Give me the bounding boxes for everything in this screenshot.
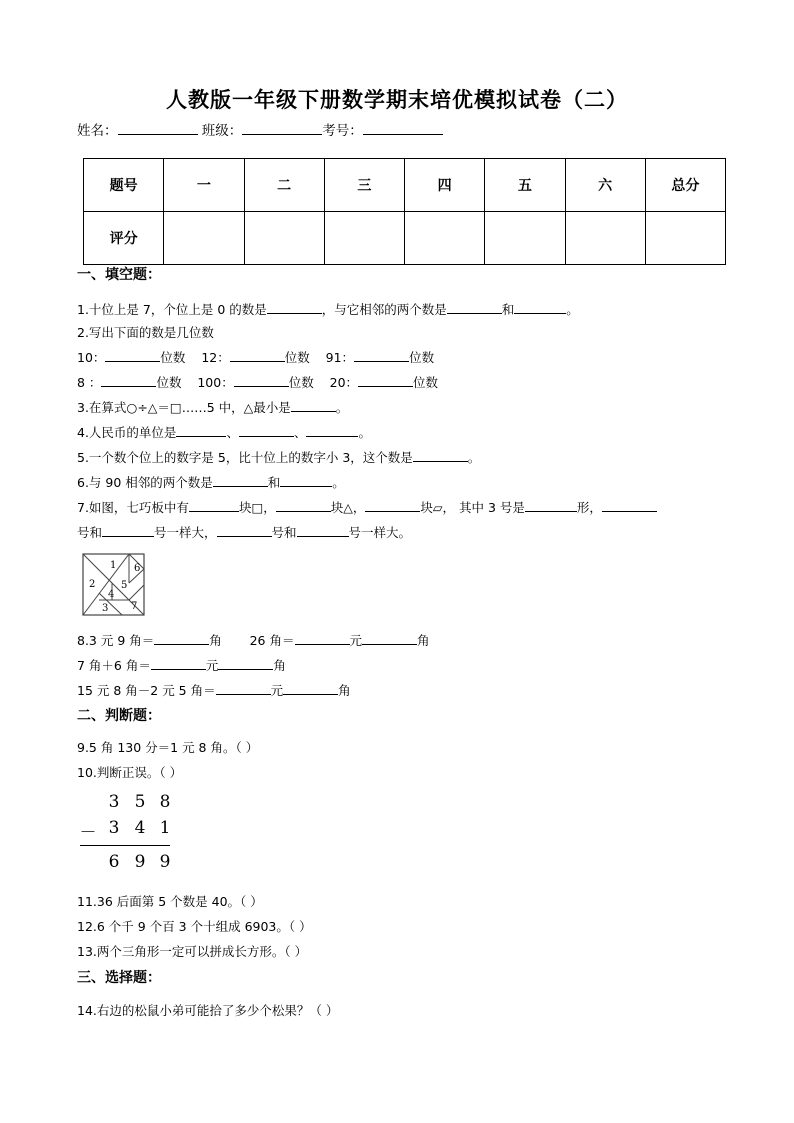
q7-text: 形， — [576, 500, 602, 515]
q2-unit: 位数 — [284, 350, 310, 365]
q1-text-a: 1.十位上是 7，个位上是 0 的数是 — [77, 302, 267, 317]
question-3 — [77, 397, 348, 416]
question-2-title: 2.写出下面的数是几位数 — [77, 325, 214, 340]
score-table — [83, 158, 726, 265]
q2-unit: 位数 — [409, 350, 435, 365]
class-label: 班级： — [201, 123, 243, 139]
q7-text: 号和 — [271, 525, 297, 540]
q3-text-end: 。 — [335, 400, 349, 415]
calc-digit: 9 — [159, 852, 171, 872]
score-header-cell: 题号 — [84, 159, 164, 212]
q1-blank-3[interactable] — [514, 299, 566, 314]
calc-row-result — [80, 852, 176, 880]
question-7-line-1 — [77, 497, 657, 516]
score-header-cell: 三 — [324, 159, 404, 212]
q2-blank[interactable] — [230, 347, 285, 362]
q2-blank[interactable] — [105, 347, 160, 362]
q5-text: 5.一个数个位上的数字是 5，比十位上的数字小 3，这个数是 — [77, 450, 413, 465]
q8-blank[interactable] — [362, 630, 417, 645]
q8-unit: 元 — [205, 658, 219, 673]
vertical-subtraction — [80, 790, 176, 874]
calc-digit: 8 — [159, 792, 171, 812]
q2-num: 12： — [201, 350, 230, 365]
q2-blank[interactable] — [358, 372, 413, 387]
q2-unit: 位数 — [413, 375, 439, 390]
section-heading-fill-in: 一、填空题： — [77, 267, 161, 283]
q8-blank[interactable] — [283, 680, 338, 695]
q7-text: 7.如图，七巧板中有 — [77, 500, 189, 515]
q6-blank[interactable] — [280, 472, 332, 487]
q8-text: 15 元 8 角－2 元 5 角＝ — [77, 683, 216, 698]
calc-digit: 6 — [108, 852, 120, 872]
q2-num: 100： — [197, 375, 234, 390]
q2-unit: 位数 — [288, 375, 314, 390]
name-blank[interactable] — [118, 120, 198, 135]
question-10: 10.判断正误。（ ） — [77, 765, 183, 780]
score-cell[interactable] — [405, 212, 485, 265]
page-title: 人教版一年级下册数学期末培优模拟试卷（二） — [166, 88, 628, 112]
score-cell[interactable] — [244, 212, 324, 265]
q2-blank[interactable] — [101, 372, 156, 387]
q7-blank[interactable] — [365, 497, 420, 512]
question-12: 12.6 个千 9 个百 3 个十组成 6903。（ ） — [77, 919, 312, 934]
score-cell[interactable] — [645, 212, 725, 265]
q7-blank[interactable] — [276, 497, 331, 512]
score-row-label: 评分 — [84, 212, 164, 265]
q2-num: 91： — [325, 350, 355, 365]
q3-text: 3.在算式○÷△＝□……5 中，△最小是 — [77, 400, 291, 415]
q1-text-c: 和 — [501, 302, 515, 317]
q6-blank[interactable] — [213, 472, 268, 487]
q1-text-d: 。 — [566, 302, 579, 317]
q1-blank-1[interactable] — [267, 299, 322, 314]
q8-unit: 元 — [349, 633, 363, 648]
score-header-cell: 二 — [244, 159, 324, 212]
q4-blank[interactable] — [306, 422, 358, 437]
question-1 — [77, 299, 579, 318]
q8-unit: 角 — [417, 633, 430, 648]
q8-text: 7 角＋6 角＝ — [77, 658, 151, 673]
tangram-label: 4 — [108, 589, 115, 600]
exam-no-label: 考号： — [322, 123, 363, 139]
q2-blank[interactable] — [354, 347, 409, 362]
q7-blank[interactable] — [189, 497, 239, 512]
q7-blank[interactable] — [102, 522, 154, 537]
question-8-line-3 — [77, 680, 351, 699]
calc-operator: － — [79, 823, 97, 843]
q7-text: 号一样大。 — [348, 525, 412, 540]
score-header-cell: 四 — [405, 159, 485, 212]
q8-blank[interactable] — [295, 630, 350, 645]
exam-no-blank[interactable] — [363, 120, 443, 135]
calc-divider — [80, 845, 170, 846]
calc-digit: 5 — [134, 792, 146, 812]
q4-end: 。 — [358, 425, 371, 440]
q4-text: 4.人民币的单位是 — [77, 425, 177, 440]
q5-blank[interactable] — [413, 447, 468, 462]
q8-blank[interactable] — [216, 680, 271, 695]
question-2-row-1 — [77, 347, 434, 366]
score-header-cell: 总分 — [645, 159, 725, 212]
q6-end: 。 — [332, 475, 345, 490]
q7-blank[interactable] — [217, 522, 272, 537]
tangram-label: 6 — [134, 563, 141, 574]
student-info-line — [77, 119, 443, 139]
section-heading-true-false: 二、判断题： — [77, 708, 161, 724]
score-table-score-row — [84, 212, 726, 265]
score-cell[interactable] — [565, 212, 645, 265]
q8-text: 26 角＝ — [249, 633, 295, 648]
tangram-label: 5 — [121, 580, 128, 591]
q3-blank[interactable] — [291, 397, 336, 412]
calc-digit: 4 — [134, 818, 146, 838]
question-4 — [77, 422, 371, 441]
question-5 — [77, 447, 480, 466]
q1-blank-2[interactable] — [447, 299, 502, 314]
question-2-row-2 — [77, 372, 438, 391]
score-header-cell: 五 — [485, 159, 565, 212]
q4-blank[interactable] — [176, 422, 226, 437]
q2-num: 10： — [77, 350, 106, 365]
tangram-label: 7 — [131, 601, 138, 612]
score-cell[interactable] — [164, 212, 244, 265]
q5-end: 。 — [467, 450, 481, 465]
q8-unit: 角 — [209, 633, 222, 648]
question-13: 13.两个三角形一定可以拼成长方形。（ ） — [77, 944, 308, 959]
q2-unit: 位数 — [160, 350, 186, 365]
q8-blank[interactable] — [154, 630, 209, 645]
q8-blank[interactable] — [218, 655, 273, 670]
q7-text: ， 其中 3 号是 — [442, 500, 525, 515]
q6-text-and: 和 — [267, 475, 281, 490]
question-8-line-2 — [77, 655, 286, 674]
calc-digit: 9 — [134, 852, 146, 872]
score-cell[interactable] — [485, 212, 565, 265]
section-heading-multiple-choice: 三、选择题： — [77, 970, 161, 986]
question-11: 11.36 后面第 5 个数是 40。（ ） — [77, 894, 263, 909]
tangram-label: 1 — [110, 560, 117, 571]
score-cell[interactable] — [324, 212, 404, 265]
tangram-figure — [82, 553, 146, 617]
q8-unit: 元 — [270, 683, 284, 698]
q7-blank[interactable] — [525, 497, 577, 512]
score-header-cell: 六 — [565, 159, 645, 212]
q7-text: 块△， — [330, 500, 366, 515]
q4-blank[interactable] — [239, 422, 294, 437]
calc-digit: 1 — [159, 818, 171, 838]
calc-row-mid — [80, 818, 176, 846]
q1-text-b: ，与它相邻的两个数是 — [321, 302, 447, 317]
q7-blank[interactable] — [602, 497, 657, 512]
q2-num: 8 ： — [77, 375, 102, 390]
question-7-line-2 — [77, 522, 411, 541]
class-blank[interactable] — [242, 120, 322, 135]
q7-blank[interactable] — [297, 522, 349, 537]
question-9: 9.5 角 130 分＝1 元 8 角。（ ） — [77, 740, 259, 755]
tangram-label: 3 — [102, 603, 109, 614]
q7-text: 号一样大， — [154, 525, 217, 540]
score-table-header-row — [84, 159, 726, 212]
q4-sep: 、 — [226, 425, 239, 440]
q8-text: 8.3 元 9 角＝ — [77, 633, 155, 648]
question-14: 14.右边的松鼠小弟可能拾了多少个松果？（ ） — [77, 1003, 339, 1018]
q7-text: 块▱ — [420, 500, 443, 515]
name-label: 姓名： — [77, 123, 118, 139]
question-6 — [77, 472, 345, 491]
q6-text: 6.与 90 相邻的两个数是 — [77, 475, 213, 490]
q2-unit: 位数 — [156, 375, 182, 390]
tangram-line — [129, 585, 144, 600]
calc-row-top — [80, 792, 176, 820]
tangram-label: 2 — [89, 579, 96, 590]
score-header-cell: 一 — [164, 159, 244, 212]
q4-sep: 、 — [293, 425, 307, 440]
q7-text: 块□， — [238, 500, 276, 515]
q8-blank[interactable] — [151, 655, 206, 670]
q8-unit: 角 — [338, 683, 351, 698]
q7-text: 号和 — [77, 525, 103, 540]
calc-digit: 3 — [108, 818, 120, 838]
q2-num: 20： — [329, 375, 359, 390]
q2-blank[interactable] — [234, 372, 289, 387]
q8-unit: 角 — [273, 658, 286, 673]
question-8-line-1 — [77, 630, 430, 649]
calc-digit: 3 — [108, 792, 120, 812]
